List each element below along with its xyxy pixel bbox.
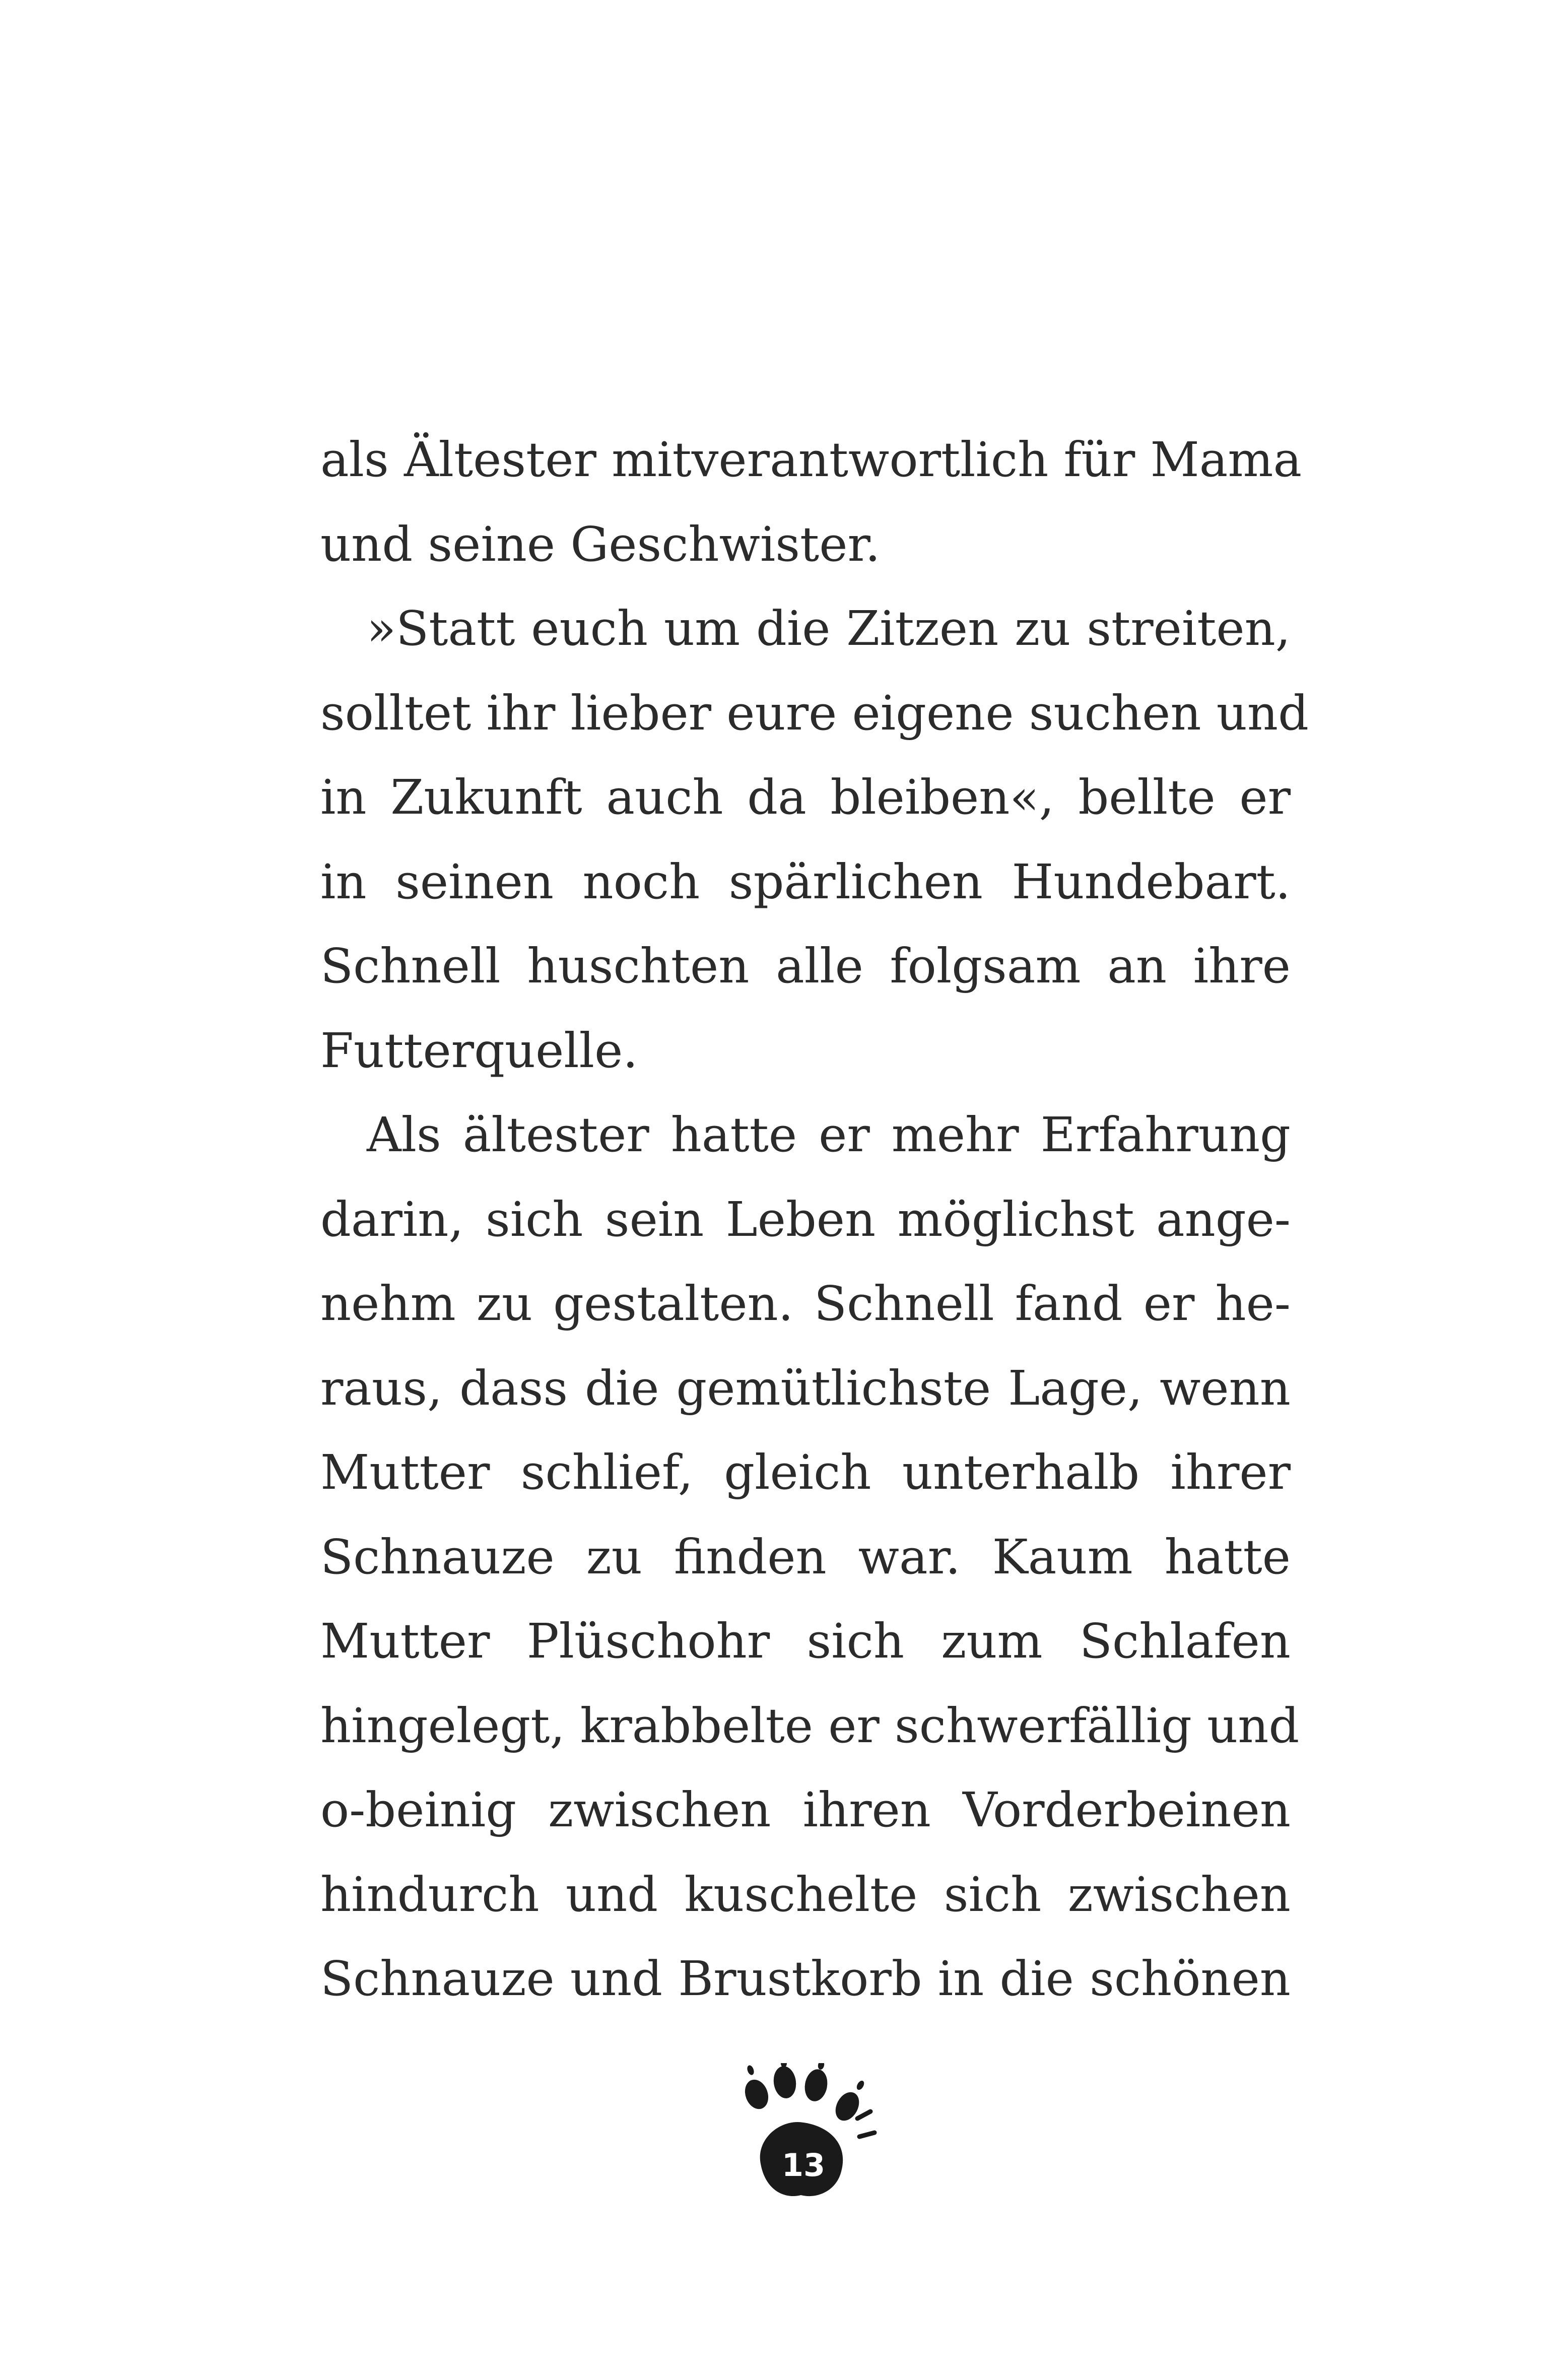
text-line: Schnauze und Brustkorb in die schönen [320, 1951, 1291, 2007]
text-line: hindurch und kuschelte sich zwischen [320, 1867, 1291, 1923]
text-line: darin, sich sein Leben möglichst ange- [320, 1192, 1291, 1247]
page-number-text: 13 [781, 2147, 826, 2184]
text-line: in seinen noch spärlichen Hundebart. [320, 854, 1291, 910]
text-line: Schnauze zu finden war. Kaum hatte [320, 1529, 1291, 1585]
text-line: Mutter schlief, gleich unterhalb ihrer [320, 1445, 1291, 1500]
text-line: und seine Geschwister. [320, 516, 881, 572]
text-line: Schnell huschten alle folgsam an ihre [320, 939, 1291, 994]
text-line: Als ältester hatte er mehr Erfahrung [367, 1107, 1291, 1163]
text-line: in Zukunft auch da bleiben«, bellte er [320, 770, 1291, 825]
body-text [320, 418, 1309, 2022]
page-footer [741, 2063, 882, 2214]
text-line: nehm zu gestalten. Schnell fand er he- [320, 1276, 1291, 1332]
text-line: »Statt euch um die Zitzen zu streiten, [367, 601, 1291, 656]
text-line: hingelegt, krabbelte er schwerfällig und [320, 1698, 1300, 1754]
text-line: solltet ihr lieber eure eigene suchen und [320, 685, 1309, 741]
text-line: o-beinig zwischen ihren Vorderbeinen [320, 1782, 1291, 1838]
text-line: als Ältester mitverantwortlich für Mama [320, 432, 1302, 488]
text-line: Futterquelle. [320, 1023, 638, 1079]
text-line: Mutter Plüschohr sich zum Schlafen [320, 1614, 1291, 1669]
text-line: raus, dass die gemütlichste Lage, wenn [320, 1360, 1291, 1416]
paw-print-icon [741, 2063, 882, 2214]
